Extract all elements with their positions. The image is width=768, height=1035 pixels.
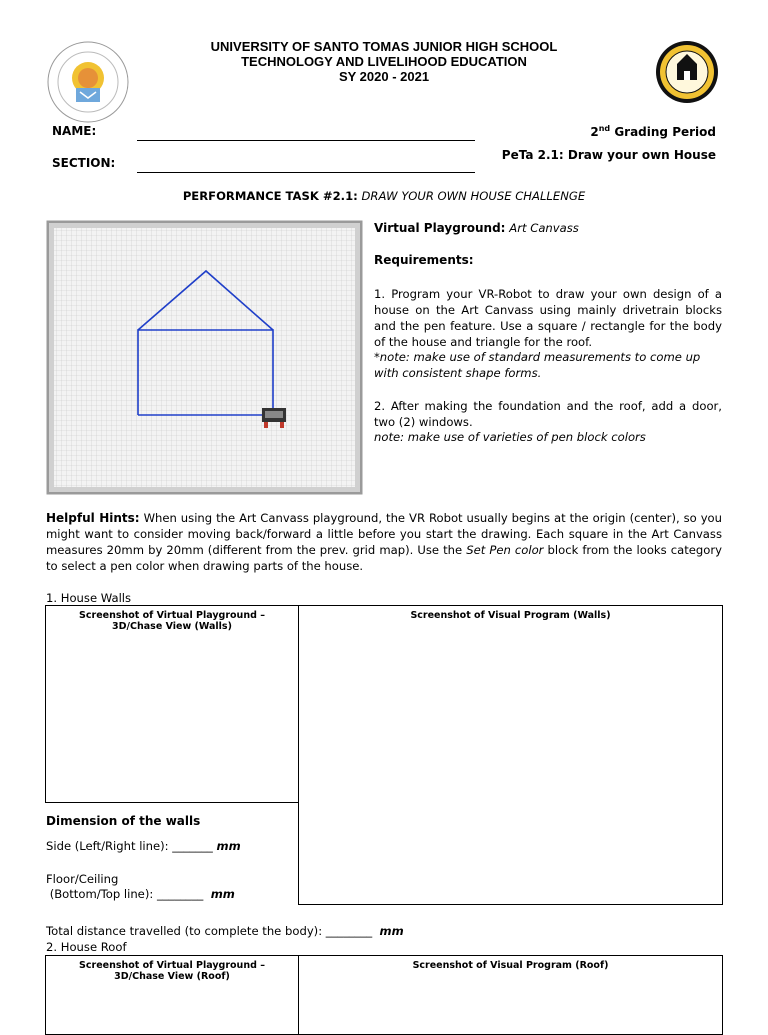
walls-program-screenshot-box[interactable] (298, 605, 723, 905)
school-name: UNIVERSITY OF SANTO TOMAS JUNIOR HIGH SCHOOL (210, 39, 558, 54)
roof-3d-screenshot-box[interactable] (45, 955, 299, 1035)
house-drawing-icon (46, 220, 363, 495)
section-label: SECTION: (52, 156, 116, 170)
requirement-2: 2. After making the foundation and the roof, add a door, two (2) windows. (374, 399, 722, 429)
requirements-label: Requirements: (374, 253, 474, 267)
walls-program-caption: Screenshot of Visual Program (Walls) (410, 610, 611, 621)
roof-section-label: 2. House Roof (46, 940, 127, 954)
grading-period: 2nd Grading Period (590, 124, 716, 139)
floor-ceiling-label: Floor/Ceiling (46, 872, 119, 886)
walls-dimension-title: Dimension of the walls (46, 814, 201, 828)
section-field[interactable] (137, 172, 475, 173)
walls-3d-caption: Screenshot of Virtual Playground – 3D/Chase View (Walls) (79, 610, 265, 632)
walls-3d-screenshot-box[interactable] (45, 605, 299, 803)
total-distance-row: Total distance travelled (to complete the body): ________ mm (46, 924, 404, 938)
total-blank[interactable]: ________ (325, 924, 373, 938)
floor-blank[interactable]: ________ (156, 887, 204, 901)
subject-name: TECHNOLOGY AND LIVELIHOOD EDUCATION (241, 54, 527, 69)
playground-line: Virtual Playground: Art Canvass (374, 221, 579, 235)
name-label: NAME: (52, 124, 97, 138)
requirement-1-note: *note: make use of standard measurements to come up with consistent shape forms. (374, 350, 701, 380)
helpful-hints: Helpful Hints: When using the Art Canvass playground, the VR Robot usually begins at the origin (center), so you might want to consider moving back/forward a little before you start the drawing. Each square in the Art Canvass measures 20mm by 20mm (different from the prev. grid map). Use the Set Pen color block from the looks category to select a pen color when drawing parts of the house. (46, 511, 722, 573)
requirement-1: 1. Program your VR-Robot to draw your own design of a house on the Art Canvass using mainly drivetrain blocks and the pen feature. Use a square / rectangle for the body of the house and triangle for the roof. (374, 287, 722, 349)
roof-program-screenshot-box[interactable] (298, 955, 723, 1035)
art-canvass-screenshot (46, 220, 363, 495)
roof-3d-caption: Screenshot of Virtual Playground – 3D/Chase View (Roof) (79, 960, 265, 982)
walls-section-label: 1. House Walls (46, 591, 132, 605)
roof-program-caption: Screenshot of Visual Program (Roof) (412, 960, 609, 971)
side-blank[interactable]: _______ (172, 839, 213, 853)
school-year: SY 2020 - 2021 (338, 69, 430, 84)
floor-line-row: (Bottom/Top line): ________ mm (49, 887, 235, 901)
side-line-row: Side (Left/Right line): _______ mm (46, 839, 241, 853)
task-title: PERFORMANCE TASK #2.1: DRAW YOUR OWN HOUSE CHALLENGE (182, 189, 586, 203)
requirement-2-note: note: make use of varieties of pen block colors (374, 430, 646, 444)
peta-title: PeTa 2.1: Draw your own House (501, 148, 716, 162)
name-field[interactable] (137, 140, 475, 141)
